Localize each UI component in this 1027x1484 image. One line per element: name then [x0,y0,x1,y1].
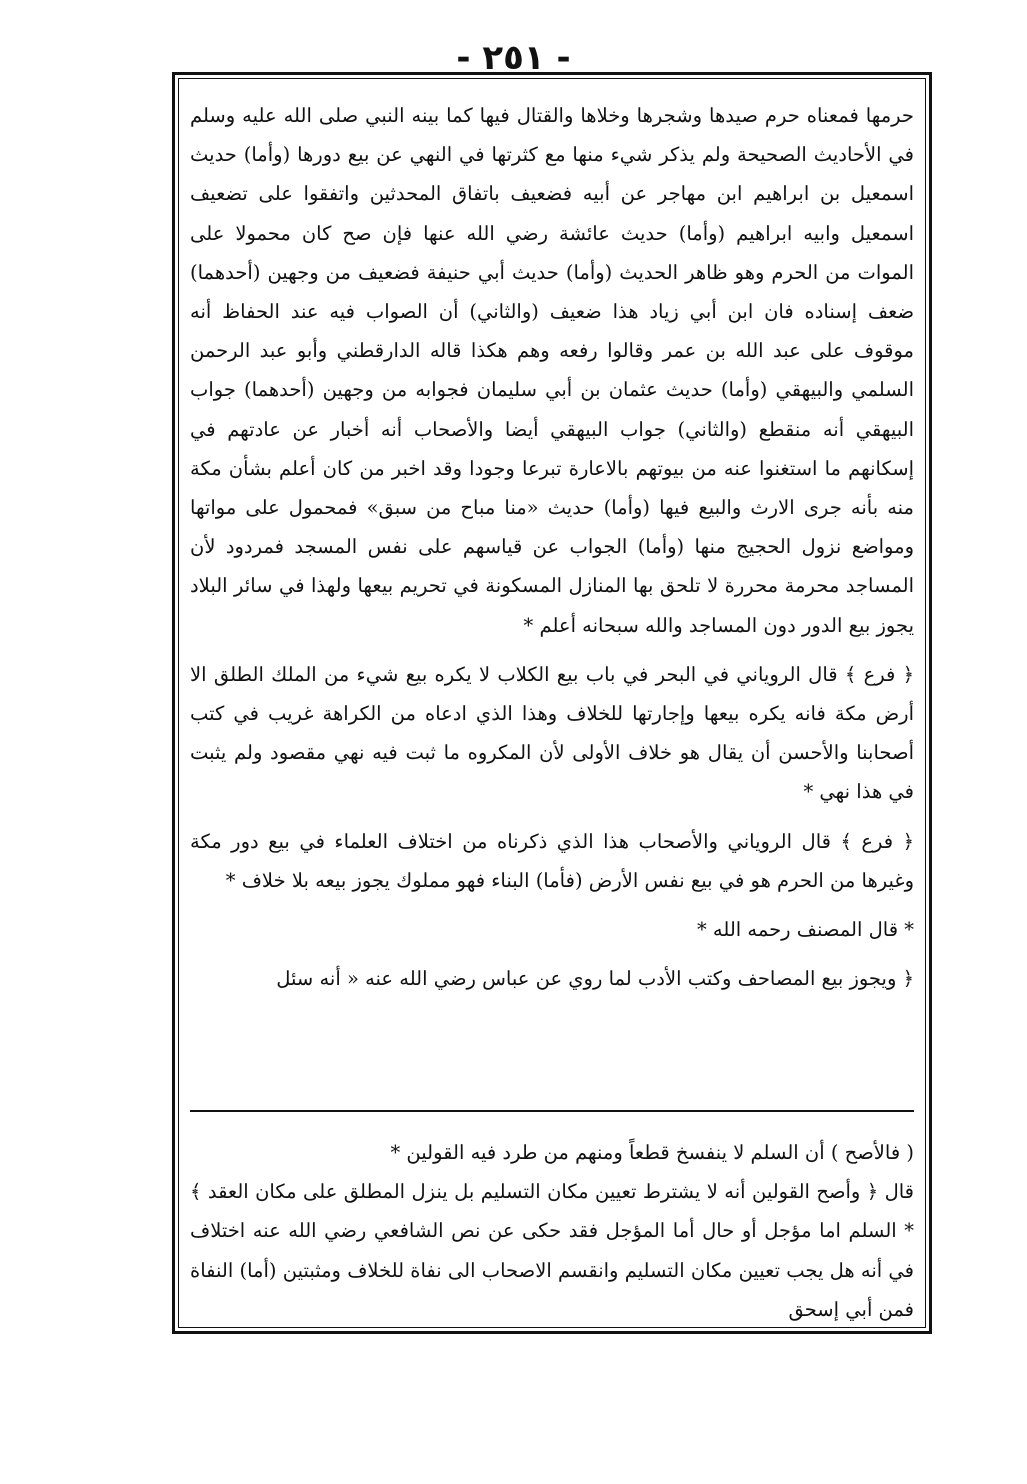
page-number: - ٢٥١ - [456,38,571,78]
commentary-paragraph: ( فالأصح ) أن السلم لا ينفسخ قطعاً ومنهم من طرد فيه القولين * [390,1141,914,1164]
main-text [190,96,914,998]
main-paragraph: حرمها فمعناه حرم صيدها وشجرها وخلاها والقتال فيها كما بينه النبي صلى الله عليه وسلم في الأحاديث الصحيحة ولم يذكر شيء منها مع كثرتها في النهي عن بيع دورها (وأما) حديث اسمعيل بن ابراهيم ابن مهاجر عن أبيه فضعيف باتفاق المحدثين واتفقوا على تضعيف اسمعيل وابيه ابراهيم (وأما) حديث عائشة رضي الله عنها فإن صح كان محمولا على الموات من الحرم وهو ظاهر الحديث (وأما) حديث أبي حنيفة فضعيف من وجهين (أحدهما) ضعف إسناده فان ابن أبي زياد هذا ضعيف (والثاني) أن الصواب فيه عند الحفاظ أنه موقوف على عبد الله بن عمر وقالوا رفعه وهم هكذا قاله الدارقطني وأبو عبد الرحمن السلمي والبيهقي (وأما) حديث عثمان بن أبي سليمان فجوابه من وجهين (أحدهما) جواب البيهقي أنه منقطع (والثاني) جواب البيهقي أيضا والأصحاب أنه أخبار عن عادتهم في إسكانهم ما استغنوا عنه من بيوتهم بالاعارة تبرعا وجودا وقد اخبر من كان أعلم بشأن مكة منه بأنه جرى الارث والبيع فيها (وأما) حديث «منا مباح من سبق» فمحمول على مواتها ومواضع نزول الحجيج منها (وأما) الجواب عن قياسهم على نفس المسجد فمردود لأن المساجد محرمة محررة لا تلحق بها المنازل المسكونة في تحريم بيعها ولهذا في سائر البلاد يجوز بيع الدور دون المساجد والله سبحانه أعلم * [190,104,914,637]
furu-paragraph: ﴿ فرع ﴾ قال الروياني في البحر في باب بيع الكلاب لا يكره بيع شيء من الملك الطلق الا أرض مكة فانه يكره بيعها وإجارتها للخلاف وهذا الذي ادعاه من الكراهة غريب في كتب أصحابنا والأحسن أن يقال هو خلاف الأولى لأن المكروه ما ثبت فيه نهي مقصود ولم يثبت في هذا نهي * [190,662,914,804]
furu-paragraph: ﴿ فرع ﴾ قال الروياني والأصحاب هذا الذي ذكرناه من اختلاف العلماء في بيع دور مكة وغيرها من الحرم هو في بيع نفس الأرض (فأما) البناء فهو مملوك يجوز بيعه بلا خلاف * [190,829,914,892]
commentary-text [190,1133,914,1329]
author-heading: * قال المصنف رحمه الله * [696,918,914,942]
section-divider [190,1110,914,1112]
commentary-paragraph: قال ﴿ وأصح القولين أنه لا يشترط تعيين مكان التسليم بل ينزل المطلق على مكان العقد ﴾ * السلم اما مؤجل أو حال أما المؤجل فقد حكى عن نص الشافعي رضي الله عنه اختلاف في أنه هل يجب تعيين مكان التسليم وانقسم الاصحاب الى نفاة للخلاف ومثبتين (أما) النفاة فمن أبي إسحق [190,1180,914,1321]
matn-paragraph: ﴿ ويجوز بيع المصاحف وكتب الأدب لما روي عن عباس رضي الله عنه « أنه سئل [276,967,914,991]
